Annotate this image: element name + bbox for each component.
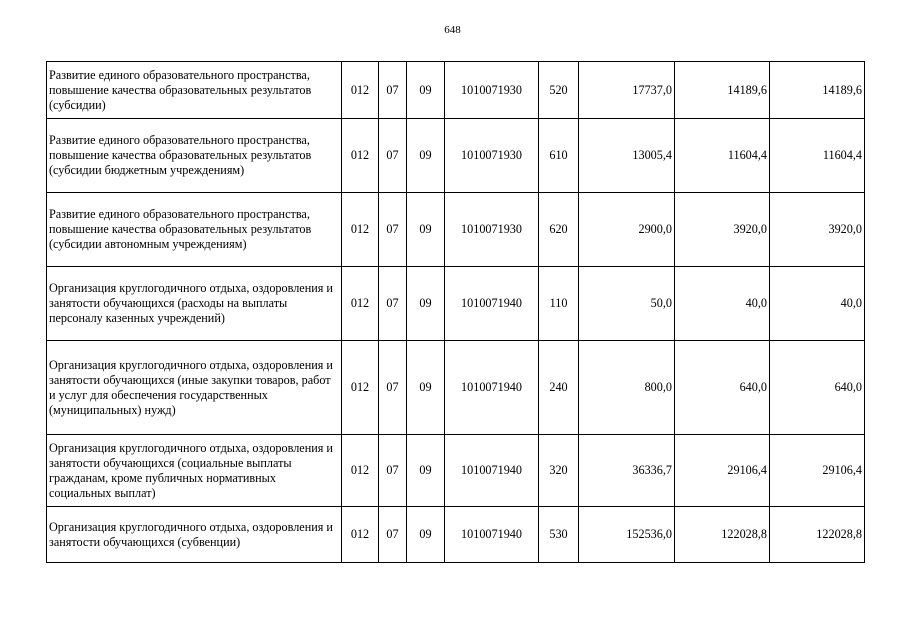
table-row <box>47 62 865 119</box>
amount-2: 11604,4 <box>675 119 770 193</box>
amount-1: 152536,0 <box>579 507 675 563</box>
expense-type-code: 620 <box>539 193 579 267</box>
amount-1: 2900,0 <box>579 193 675 267</box>
target-article-code: 1010071930 <box>445 119 539 193</box>
section-code: 07 <box>379 507 407 563</box>
amount-2: 640,0 <box>675 341 770 435</box>
section-code: 07 <box>379 341 407 435</box>
table-row <box>47 435 865 507</box>
target-article-code: 1010071930 <box>445 193 539 267</box>
target-article-code: 1010071940 <box>445 435 539 507</box>
ministry-code: 012 <box>342 341 379 435</box>
amount-1: 13005,4 <box>579 119 675 193</box>
amount-3: 40,0 <box>770 267 865 341</box>
row-description: Организация круглогодичного отдыха, оздоровления и занятости обучающихся (расходы на выплаты персоналу казенных учреждений) <box>47 267 342 341</box>
ministry-code: 012 <box>342 119 379 193</box>
subsection-code: 09 <box>407 507 445 563</box>
table-row <box>47 341 865 435</box>
subsection-code: 09 <box>407 267 445 341</box>
ministry-code: 012 <box>342 62 379 119</box>
amount-1: 50,0 <box>579 267 675 341</box>
amount-3: 11604,4 <box>770 119 865 193</box>
page-number: 648 <box>444 24 461 36</box>
row-description: Организация круглогодичного отдыха, оздоровления и занятости обучающихся (социальные выплаты гражданам, кроме публичных нормативных социальных выплат) <box>47 435 342 507</box>
expense-type-code: 610 <box>539 119 579 193</box>
amount-1: 17737,0 <box>579 62 675 119</box>
row-description: Развитие единого образовательного пространства, повышение качества образовательных результатов (субсидии) <box>47 62 342 119</box>
expense-type-code: 110 <box>539 267 579 341</box>
amount-3: 3920,0 <box>770 193 865 267</box>
target-article-code: 1010071940 <box>445 341 539 435</box>
subsection-code: 09 <box>407 193 445 267</box>
subsection-code: 09 <box>407 62 445 119</box>
expense-type-code: 240 <box>539 341 579 435</box>
section-code: 07 <box>379 119 407 193</box>
amount-3: 122028,8 <box>770 507 865 563</box>
ministry-code: 012 <box>342 435 379 507</box>
section-code: 07 <box>379 193 407 267</box>
table-row <box>47 193 865 267</box>
target-article-code: 1010071940 <box>445 507 539 563</box>
row-description: Организация круглогодичного отдыха, оздоровления и занятости обучающихся (иные закупки товаров, работ и услуг для обеспечения государственных (муниципальных) нужд) <box>47 341 342 435</box>
row-description: Развитие единого образовательного пространства, повышение качества образовательных результатов (субсидии бюджетным учреждениям) <box>47 119 342 193</box>
target-article-code: 1010071940 <box>445 267 539 341</box>
section-code: 07 <box>379 267 407 341</box>
amount-3: 14189,6 <box>770 62 865 119</box>
amount-3: 640,0 <box>770 341 865 435</box>
amount-1: 800,0 <box>579 341 675 435</box>
ministry-code: 012 <box>342 507 379 563</box>
expense-type-code: 520 <box>539 62 579 119</box>
amount-2: 122028,8 <box>675 507 770 563</box>
table-row <box>47 119 865 193</box>
subsection-code: 09 <box>407 341 445 435</box>
budget-table <box>46 61 865 563</box>
subsection-code: 09 <box>407 435 445 507</box>
section-code: 07 <box>379 435 407 507</box>
amount-3: 29106,4 <box>770 435 865 507</box>
section-code: 07 <box>379 62 407 119</box>
target-article-code: 1010071930 <box>445 62 539 119</box>
ministry-code: 012 <box>342 193 379 267</box>
row-description: Организация круглогодичного отдыха, оздоровления и занятости обучающихся (субвенции) <box>47 507 342 563</box>
amount-1: 36336,7 <box>579 435 675 507</box>
subsection-code: 09 <box>407 119 445 193</box>
ministry-code: 012 <box>342 267 379 341</box>
expense-type-code: 530 <box>539 507 579 563</box>
amount-2: 14189,6 <box>675 62 770 119</box>
row-description: Развитие единого образовательного пространства, повышение качества образовательных результатов (субсидии автономным учреждениям) <box>47 193 342 267</box>
table-row <box>47 267 865 341</box>
expense-type-code: 320 <box>539 435 579 507</box>
amount-2: 3920,0 <box>675 193 770 267</box>
amount-2: 29106,4 <box>675 435 770 507</box>
table-row <box>47 507 865 563</box>
amount-2: 40,0 <box>675 267 770 341</box>
